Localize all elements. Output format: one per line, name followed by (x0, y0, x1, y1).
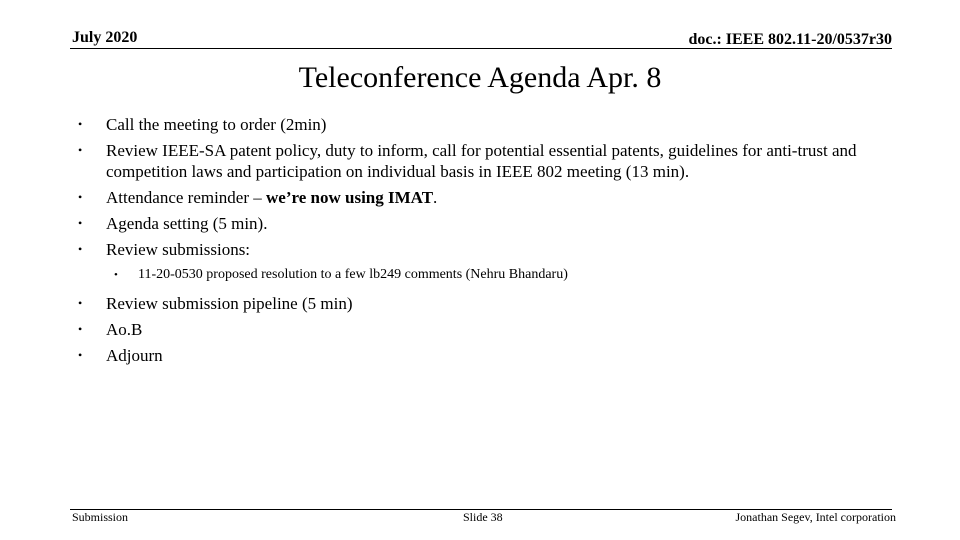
agenda-item-suffix: . (433, 188, 438, 207)
agenda-subitem-text: 11-20-0530 proposed resolution to a few lb249 comments (Nehru Bhandaru) (138, 267, 568, 282)
agenda-item-text: Agenda setting (5 min). (106, 214, 268, 233)
bullet-icon: • (78, 216, 83, 230)
agenda-item-adjourn (78, 345, 898, 366)
agenda-item-text: Call the meeting to order (2min) (106, 115, 327, 134)
footer-author: Jonathan Segev, Intel corporation (735, 510, 896, 524)
imat-emphasis: we’re now using IMAT (266, 188, 434, 207)
agenda-item-text: Review submissions: (106, 240, 251, 259)
bullet-icon: • (78, 190, 83, 204)
agenda-list (78, 114, 898, 371)
bullet-icon: • (78, 143, 83, 157)
agenda-item-aob (78, 319, 898, 340)
agenda-item-patent-policy (78, 140, 898, 182)
bullet-icon: • (78, 117, 83, 131)
agenda-item-pipeline (78, 293, 898, 314)
agenda-item-text: Ao.B (106, 320, 143, 339)
agenda-item-agenda-setting (78, 213, 898, 234)
bullet-icon: • (78, 348, 83, 362)
bullet-icon: • (78, 296, 83, 310)
agenda-item-text: Attendance reminder – (106, 188, 267, 207)
footer-slide-number: Slide 38 (463, 510, 503, 524)
agenda-item-call-to-order (78, 114, 898, 135)
agenda-item-text: Adjourn (106, 346, 163, 365)
header-divider (70, 48, 892, 49)
bullet-icon: • (114, 269, 118, 281)
bullet-icon: • (78, 242, 83, 256)
agenda-item-attendance (78, 187, 898, 208)
header-date: July 2020 (72, 29, 138, 46)
agenda-subitem-submission (78, 265, 898, 285)
slide-title: Teleconference Agenda Apr. 8 (298, 61, 662, 94)
agenda-item-review-submissions (78, 239, 898, 260)
header-doc-id: doc.: IEEE 802.11-20/0537r30 (688, 31, 892, 48)
bullet-icon: • (78, 322, 83, 336)
footer-submission: Submission (72, 510, 129, 524)
agenda-item-text: Review IEEE-SA patent policy, duty to inform, call for potential essential patents, guidelines for anti-trust and competition laws and participation on individual basis in IEEE 802 meeting (13 min). (106, 141, 857, 181)
agenda-item-text: Review submission pipeline (5 min) (106, 294, 353, 313)
